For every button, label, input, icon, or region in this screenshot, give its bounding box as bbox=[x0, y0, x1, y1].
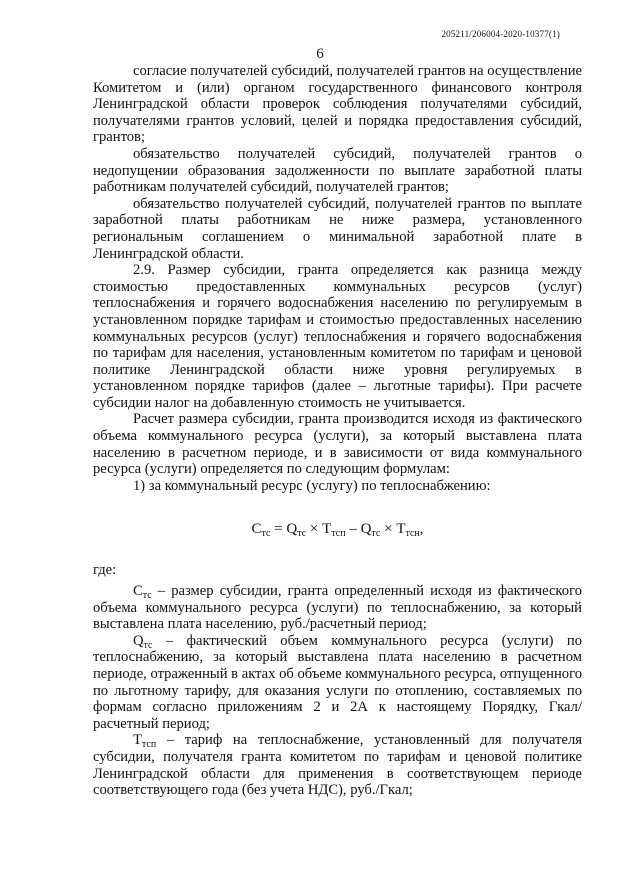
formula-q2-subscript: тс bbox=[371, 528, 381, 540]
formula-q1-subscript: тс bbox=[297, 528, 307, 540]
page-number: 6 bbox=[316, 46, 324, 62]
definition-t-tsp bbox=[93, 732, 582, 798]
formula-t1-subscript: тсп bbox=[331, 528, 346, 540]
formula-t2: Т bbox=[396, 521, 406, 538]
definition-q-tc bbox=[93, 633, 582, 733]
formula-equals: = bbox=[270, 521, 287, 538]
formula-c: С bbox=[251, 521, 262, 538]
formula-minus: – bbox=[345, 521, 361, 538]
paragraph-calculation: Расчет размера субсидии, гранта производится исходя из фактического объема коммунального ресурса (услуги), за который выставлена плата населению в расчетном периоде, и в зависимости от вида коммунального ресурса (услуги) определяется по следующим формулам: bbox=[93, 411, 582, 478]
definition-c-subscript: тс bbox=[142, 590, 152, 602]
formula-c-subscript: тс bbox=[261, 528, 271, 540]
definition-c-symbol: С bbox=[133, 583, 143, 600]
paragraph-consent-inspections: согласие получателей субсидий, получателей грантов на осуществление Комитетом и (или) органом государственного финансового контроля Ленинградской области проверок соблюдения получателями субсидий, получателями грантов условий, целей и порядка предоставления субсидий, грантов; bbox=[93, 63, 582, 146]
paragraph-no-wage-arrears: обязательство получателей субсидий, получателей грантов о недопущении образования задолженности по выплате заработной платы работникам получателей субсидий, получателей грантов; bbox=[93, 145, 582, 196]
definition-q-symbol: Q bbox=[133, 632, 144, 649]
paragraph-2-9-subsidy-amount: 2.9. Размер субсидии, гранта определяется как разница между стоимостью предоставленных коммунальных ресурсов (услуг) теплоснабжения и горячего водоснабжения населению по регулируемым в установленном порядке тарифам и стоимостью предоставленных населению коммунальных ресурсов (услуг) теплоснабжения и горячего водоснабжения по тарифам для населения, установленным комитетом по тарифам и ценовой политике Ленинградской области ниже уровня регулируемых в установленном порядке тарифов (далее – льготные тарифы). При расчете субсидии налог на добавленную стоимость не учитывается. bbox=[93, 262, 582, 411]
definition-t-subscript: тсп bbox=[141, 739, 157, 751]
paragraph-minimum-wage: обязательство получателей субсидий, получателей грантов по выплате заработной платы работникам не ниже размера, установленного региональным соглашением о минимальной заработной плате в Ленинградской области. bbox=[93, 195, 582, 262]
where-label: где: bbox=[93, 562, 117, 579]
definition-q-text: – фактический объем коммунального ресурса (услуги) по теплоснабжению, за который выставлена плата населению в расчетном периоде, отраженный в актах об объеме коммунального ресурса, отпущенного по льготному тарифу, для оказания услуги по отоплению, составляемых по формам согласно приложениям 2 и 2А к настоящему Порядку, Гкал/расчетный период; bbox=[93, 632, 582, 732]
document-registration-number: 205211/206004-2020-10377(1) bbox=[441, 29, 560, 39]
subsidy-formula bbox=[93, 520, 582, 538]
formula-q2: Q bbox=[360, 521, 372, 538]
formula-t2-subscript: тсн bbox=[405, 528, 420, 540]
document-body bbox=[93, 63, 582, 799]
formula-t1: Т bbox=[322, 521, 332, 538]
definition-c-tc bbox=[93, 583, 582, 633]
formula-end: , bbox=[419, 521, 424, 538]
formula-times-1: × bbox=[306, 521, 323, 538]
formula-times-2: × bbox=[380, 521, 397, 538]
definition-t-symbol: Т bbox=[133, 732, 142, 749]
definition-q-subscript: тс bbox=[143, 639, 153, 651]
definition-t-text: – тариф на теплоснабжение, установленный для получателя субсидии, получателя гранта комитетом по тарифам и ценовой политике Ленинградской области для применения в соответствующем периоде соответствующего года (без учета НДС), руб./Гкал; bbox=[93, 732, 582, 799]
definition-c-text: – размер субсидии, гранта определенный исходя из фактического объема коммунального ресурса (услуги) по теплоснабжению, за который выставлена плата населению, руб./расчетный период; bbox=[93, 583, 582, 633]
paragraph-heat-supply-item: 1) за коммунальный ресурс (услугу) по теплоснабжению: bbox=[133, 477, 491, 494]
formula-q1: Q bbox=[286, 521, 298, 538]
